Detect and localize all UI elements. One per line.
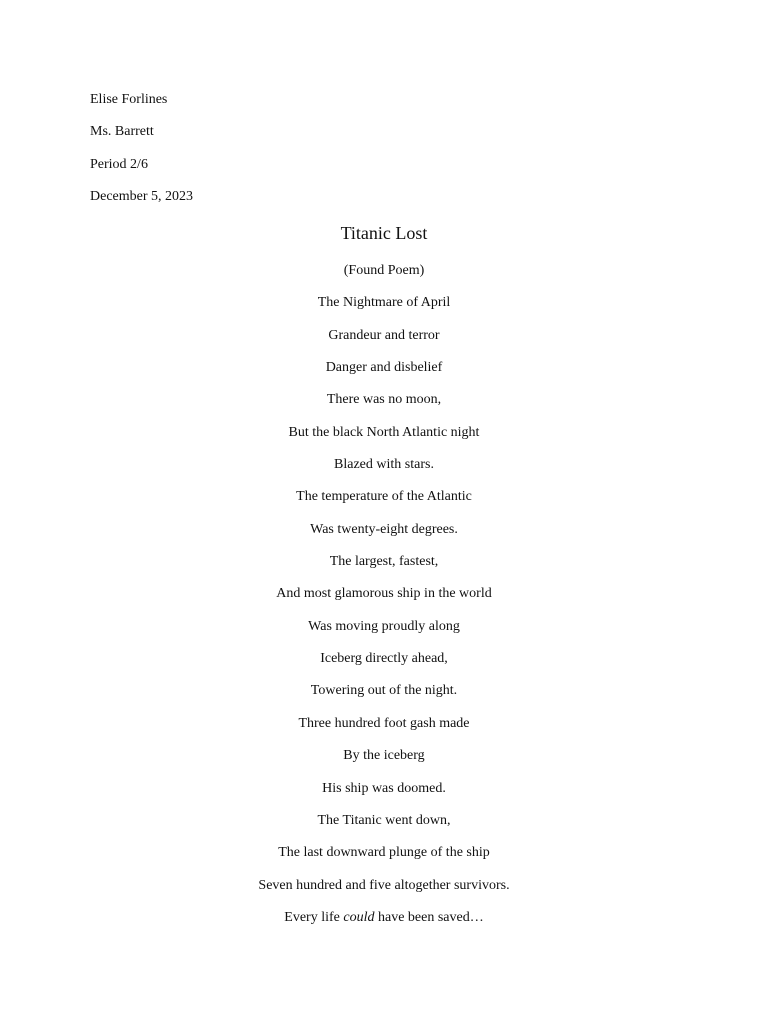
poem-line: The largest, fastest, [329,554,439,570]
poem-line: But the black North Atlantic night [288,424,480,440]
poem-line: Seven hundred and five altogether survivors. [258,877,510,893]
poem-line: Blazed with stars. [334,457,434,473]
poem-line: The last downward plunge of the ship [278,845,490,861]
document-header [90,90,193,220]
poem-line: The Nightmare of April [317,295,451,311]
poem-line: Was moving proudly along [308,618,460,634]
poem-line: (Found Poem) [343,263,425,278]
final-line-after: have been saved… [374,909,484,925]
poem-line: Iceberg directly ahead, [320,651,448,667]
poem-line: The temperature of the Atlantic [296,489,472,505]
student-name: Elise Forlines [90,92,168,107]
poem-line: There was no moon, [326,392,442,408]
document-date: December 5, 2023 [90,189,194,205]
poem-line: Danger and disbelief [325,360,443,376]
poem-line: By the iceberg [343,748,425,764]
teacher-name: Ms. Barrett [90,124,154,140]
class-period: Period 2/6 [90,156,148,172]
poem-final-line [0,908,768,928]
poem-line: Was twenty-eight degrees. [310,521,458,537]
poem-line: His ship was doomed. [322,780,446,796]
poem-line: Grandeur and terror [328,327,440,343]
poem-line: The Titanic went down, [317,812,451,828]
final-line-before: Every life [284,909,344,925]
final-line-emphasis: could [343,909,375,925]
poem-line: And most glamorous ship in the world [276,586,492,602]
poem-line: Three hundred foot gash made [298,715,470,731]
poem-line: Towering out of the night. [310,683,458,699]
poem-title: Titanic Lost [340,223,428,243]
poem-body [0,261,768,940]
